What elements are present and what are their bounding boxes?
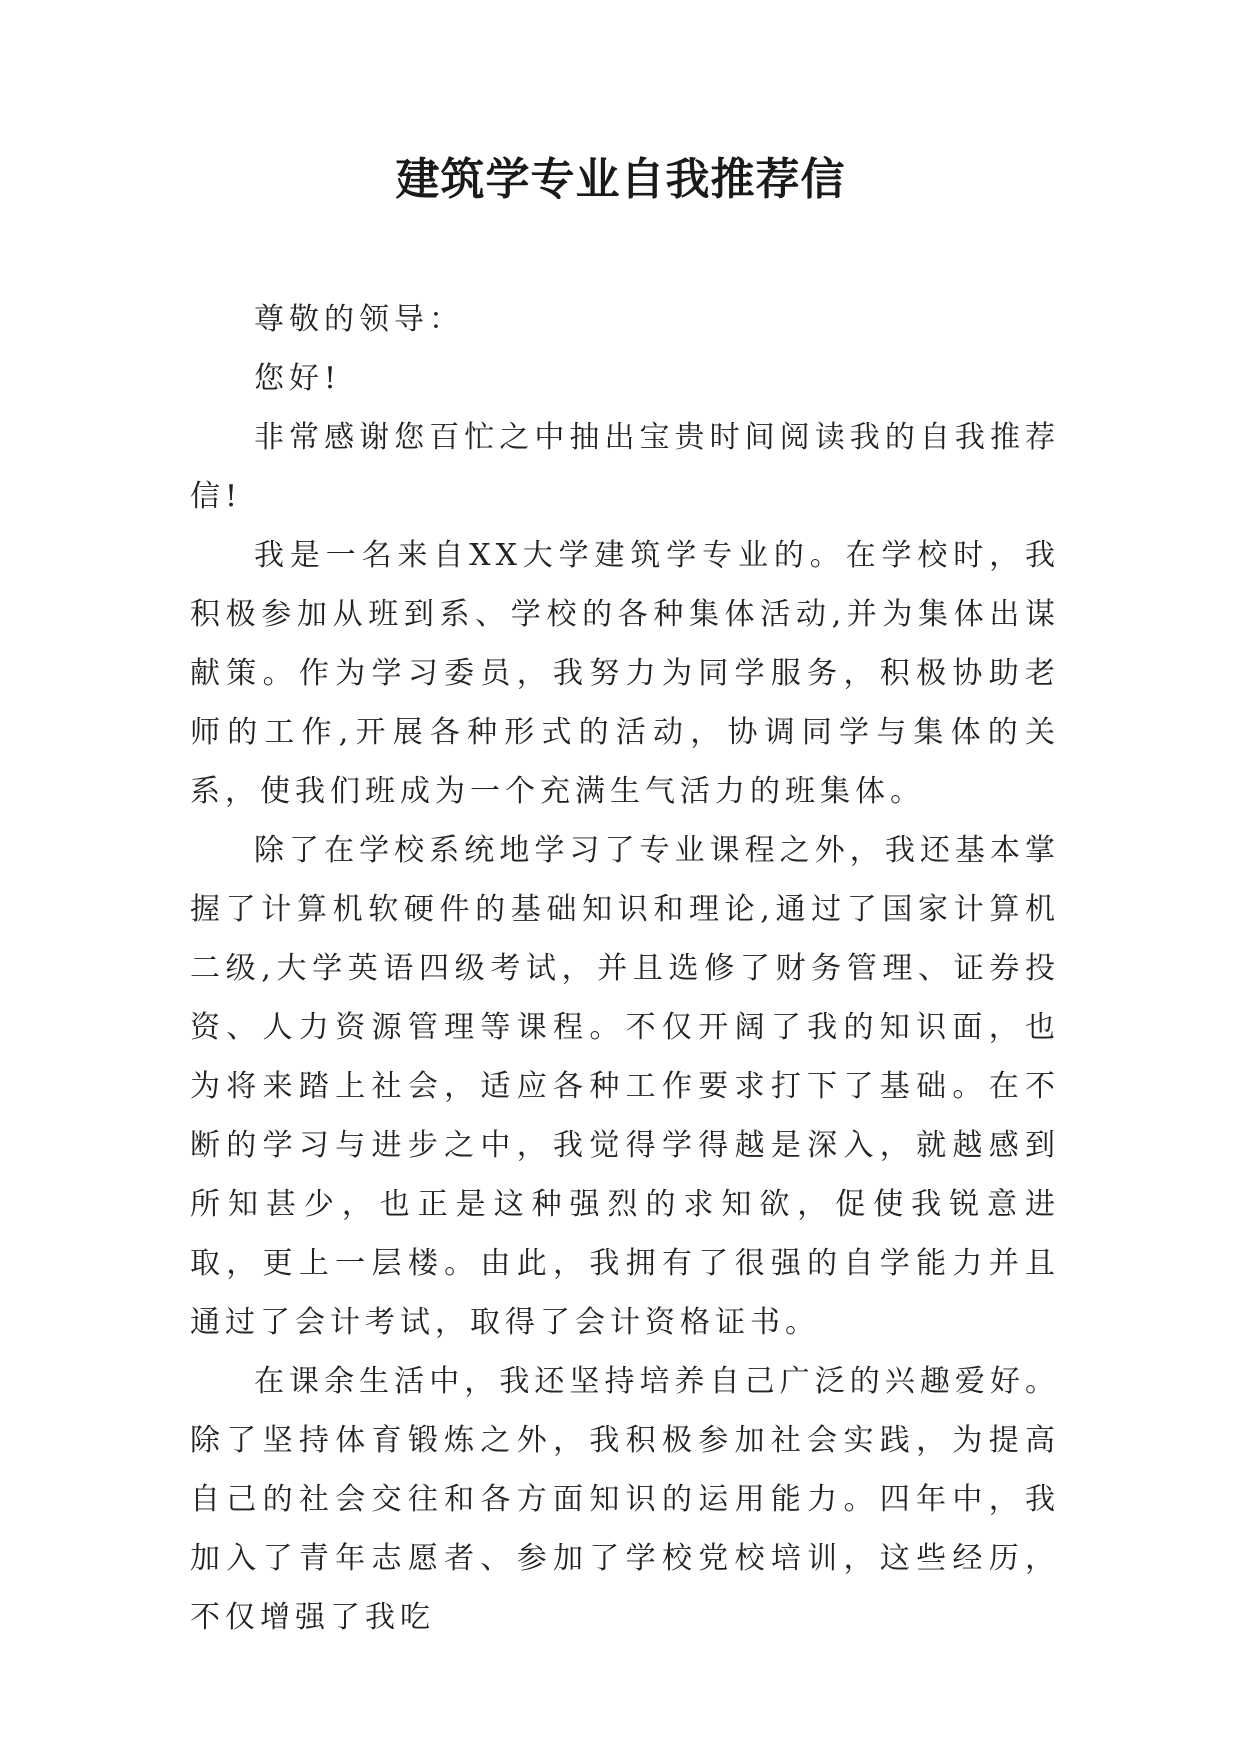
paragraph-studies: 除了在学校系统地学习了专业课程之外，我还基本掌握了计算机软硬件的基础知识和理论,通过了国家计算机二级,大学英语四级考试，并且选修了财务管理、证券投资、人力资源管理等课程。不仅开阔了我的知识面，也为将来踏上社会，适应各种工作要求打下了基础。在不断的学习与进步之中，我觉得学得越是深入，就越感到所知甚少，也正是这种强烈的求知欲，促使我锐意进取，更上一层楼。由此，我拥有了很强的自学能力并且通过了会计考试，取得了会计资格证书。	[190, 833, 1060, 1340]
paragraph-extracurricular: 在课余生活中，我还坚持培养自己广泛的兴趣爱好。除了坚持体育锻炼之外，我积极参加社会实践，为提高自己的社会交往和各方面知识的运用能力。四年中，我加入了青年志愿者、参加了学校党校培训，这些经历，不仅增强了我吃	[190, 1364, 1060, 1635]
paragraph-introduction: 我是一名来自XX大学建筑学专业的。在学校时，我积极参加从班到系、学校的各种集体活动,并为集体出谋献策。作为学习委员，我努力为同学服务，积极协助老师的工作,开展各种形式的活动，协调同学与集体的关系，使我们班成为一个充满生气活力的班集体。	[190, 538, 1060, 809]
salutation: 尊敬的领导：	[254, 302, 464, 337]
letter-body	[190, 290, 1060, 1647]
paragraph-thanks: 非常感谢您百忙之中抽出宝贵时间阅读我的自我推荐信!	[190, 420, 1060, 514]
greeting: 您好!	[254, 361, 342, 396]
document-title: 建筑学专业自我推荐信	[395, 154, 846, 205]
